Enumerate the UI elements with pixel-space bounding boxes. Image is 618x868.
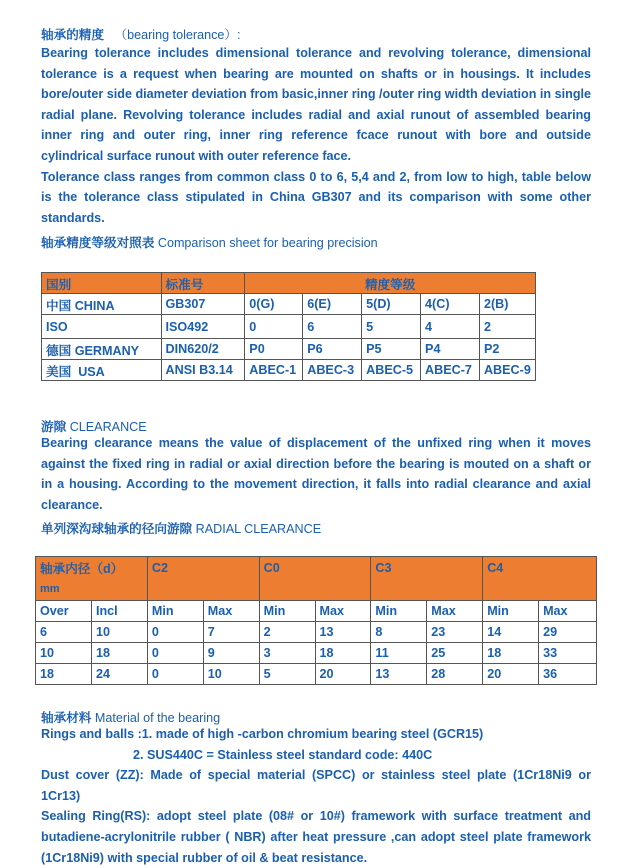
header-bore (36, 557, 148, 601)
header-c3: C3 (371, 557, 483, 601)
precision-title (41, 232, 378, 251)
value-cell: 10 (203, 664, 259, 685)
standard-cell: ISO492 (161, 315, 245, 339)
grade-cell: 6 (303, 315, 362, 339)
value-cell: 18 (483, 643, 539, 664)
grade-cell: P0 (245, 339, 303, 360)
value-cell: 29 (539, 622, 597, 643)
table-row (36, 622, 597, 643)
country-en: GERMANY (74, 343, 140, 358)
subheader-cell: Min (259, 601, 315, 622)
grade-cell: P2 (479, 339, 535, 360)
material-line-4: Sealing Ring(RS): adopt steel plate (08# or 10#) framework with surface treatment and butadiene-acrylonitrile rubber ( NBR) after heat pressure ,can adopt steel plate framework (1Cr18Ni9) with special rubber of oil & beat resistance. (41, 809, 591, 865)
standard-cell: GB307 (161, 294, 245, 315)
tolerance-paragraph-2: Tolerance class ranges from common class 0 to 6, 5,4 and 2, from low to high, table below is the tolerance class stipulated in China GB307 and its comparison with some other standards. (41, 169, 591, 225)
value-cell: 13 (315, 622, 371, 643)
grade-cell: 5(D) (362, 294, 421, 315)
value-cell: 13 (371, 664, 427, 685)
table-row (42, 339, 536, 360)
value-cell: 25 (427, 643, 483, 664)
header-bore-label: 轴承内径（d） (40, 562, 124, 576)
grade-cell: 5 (362, 315, 421, 339)
value-cell: 0 (147, 664, 203, 685)
grade-cell: P4 (421, 339, 480, 360)
header-c0: C0 (259, 557, 371, 601)
material-text (41, 724, 591, 868)
tolerance-text (41, 43, 591, 228)
value-cell: 7 (203, 622, 259, 643)
country-cell (42, 294, 162, 315)
material-title-en: Material of the bearing (94, 711, 221, 725)
country-zh: 德国 (46, 343, 72, 358)
precision-table (41, 272, 536, 381)
tolerance-title-en: （bearing tolerance）: (114, 28, 241, 42)
subheader-cell: Max (203, 601, 259, 622)
grade-cell: 0(G) (245, 294, 303, 315)
precision-title-zh: 轴承精度等级对照表 (41, 236, 155, 250)
standard-cell: DIN620/2 (161, 339, 245, 360)
header-country: 国别 (42, 273, 162, 294)
tolerance-title (41, 24, 240, 43)
table-row (36, 664, 597, 685)
subheader-cell: Max (427, 601, 483, 622)
grade-cell: 2 (479, 315, 535, 339)
value-cell: 8 (371, 622, 427, 643)
tolerance-paragraph-1: Bearing tolerance includes dimensional tolerance and revolving tolerance, dimensional tolerance is a request when bearing are mounted on shafts or in housings. It includes bore/outer side diameter deviation from basic,inner ring /outer ring width deviation in single radial plane. Revolving tolerance includes radial and axial runout of assembled bearing inner ring and outer ring, inner ring reference fcace runout with bore and outside cylindrical surface runout with outer reference face. (41, 46, 592, 163)
country-zh: 中国 (46, 298, 72, 313)
value-cell: 23 (427, 622, 483, 643)
value-cell: 10 (91, 622, 147, 643)
precision-title-en: Comparison sheet for bearing precision (157, 236, 378, 250)
header-grade: 精度等级 (245, 273, 536, 294)
value-cell: 6 (36, 622, 92, 643)
value-cell: 5 (259, 664, 315, 685)
country-cell (42, 360, 162, 381)
grade-cell: 2(B) (479, 294, 535, 315)
table-row (42, 294, 536, 315)
header-bore-unit: mm (40, 583, 60, 595)
radial-subheader-row (36, 601, 597, 622)
grade-cell: P6 (303, 339, 362, 360)
value-cell: 28 (427, 664, 483, 685)
precision-header-row (42, 273, 536, 294)
clearance-title-zh: 游隙 (41, 420, 67, 434)
value-cell: 11 (371, 643, 427, 664)
grade-cell: P5 (362, 339, 421, 360)
grade-cell: ABEC-9 (479, 360, 535, 381)
value-cell: 36 (539, 664, 597, 685)
subheader-cell: Min (483, 601, 539, 622)
country-cell: ISO (42, 315, 162, 339)
value-cell: 20 (483, 664, 539, 685)
clearance-paragraph: Bearing clearance means the value of displacement of the unfixed ring when it moves against the fixed ring in radial or axial direction before the bearing is mouted on a shaft or in a housing. According to the movement direction, it falls into radial clearance and axial clearance. (41, 436, 591, 512)
value-cell: 18 (91, 643, 147, 664)
country-zh: 美国 (46, 364, 72, 379)
value-cell: 14 (483, 622, 539, 643)
subheader-cell: Max (315, 601, 371, 622)
value-cell: 9 (203, 643, 259, 664)
subheader-cell: Max (539, 601, 597, 622)
grade-cell: 0 (245, 315, 303, 339)
value-cell: 20 (315, 664, 371, 685)
subheader-cell: Over (36, 601, 92, 622)
value-cell: 18 (315, 643, 371, 664)
material-line-1: Rings and balls :1. made of high -carbon chromium bearing steel (GCR15) (41, 727, 484, 741)
standard-cell: ANSI B3.14 (161, 360, 245, 381)
material-line-3: Dust cover (ZZ): Made of special material (SPCC) or stainless steel plate (1Cr18Ni9 or 1Cr13) (41, 768, 591, 803)
subheader-cell: Min (147, 601, 203, 622)
clearance-text (41, 433, 591, 515)
grade-cell: ABEC-3 (303, 360, 362, 381)
country-cell (42, 339, 162, 360)
table-row (42, 360, 536, 381)
material-title-zh: 轴承材料 (41, 711, 92, 725)
grade-cell: ABEC-1 (245, 360, 303, 381)
subheader-cell: Min (371, 601, 427, 622)
value-cell: 0 (147, 622, 203, 643)
table-row (42, 315, 536, 339)
radial-header-row (36, 557, 597, 601)
clearance-title-en: CLEARANCE (69, 420, 147, 434)
grade-cell: 6(E) (303, 294, 362, 315)
header-c4: C4 (483, 557, 597, 601)
country-en: CHINA (74, 298, 115, 313)
radial-title-zh: 单列深沟球轴承的径向游隙 (41, 522, 193, 536)
radial-clearance-table (35, 556, 597, 685)
value-cell: 2 (259, 622, 315, 643)
value-cell: 33 (539, 643, 597, 664)
subheader-cell: Incl (91, 601, 147, 622)
value-cell: 10 (36, 643, 92, 664)
grade-cell: 4(C) (421, 294, 480, 315)
value-cell: 0 (147, 643, 203, 664)
value-cell: 18 (36, 664, 92, 685)
country-en: USA (78, 364, 105, 379)
header-c2: C2 (147, 557, 259, 601)
grade-cell: ABEC-7 (421, 360, 480, 381)
value-cell: 3 (259, 643, 315, 664)
grade-cell: ABEC-5 (362, 360, 421, 381)
grade-cell: 4 (421, 315, 480, 339)
table-row (36, 643, 597, 664)
header-standard: 标准号 (161, 273, 245, 294)
value-cell: 24 (91, 664, 147, 685)
radial-title-en: RADIAL CLEARANCE (195, 522, 322, 536)
tolerance-title-zh: 轴承的精度 (41, 28, 104, 42)
radial-title (41, 518, 321, 537)
material-line-2: 2. SUS440C = Stainless steel standard code: 440C (133, 747, 433, 762)
